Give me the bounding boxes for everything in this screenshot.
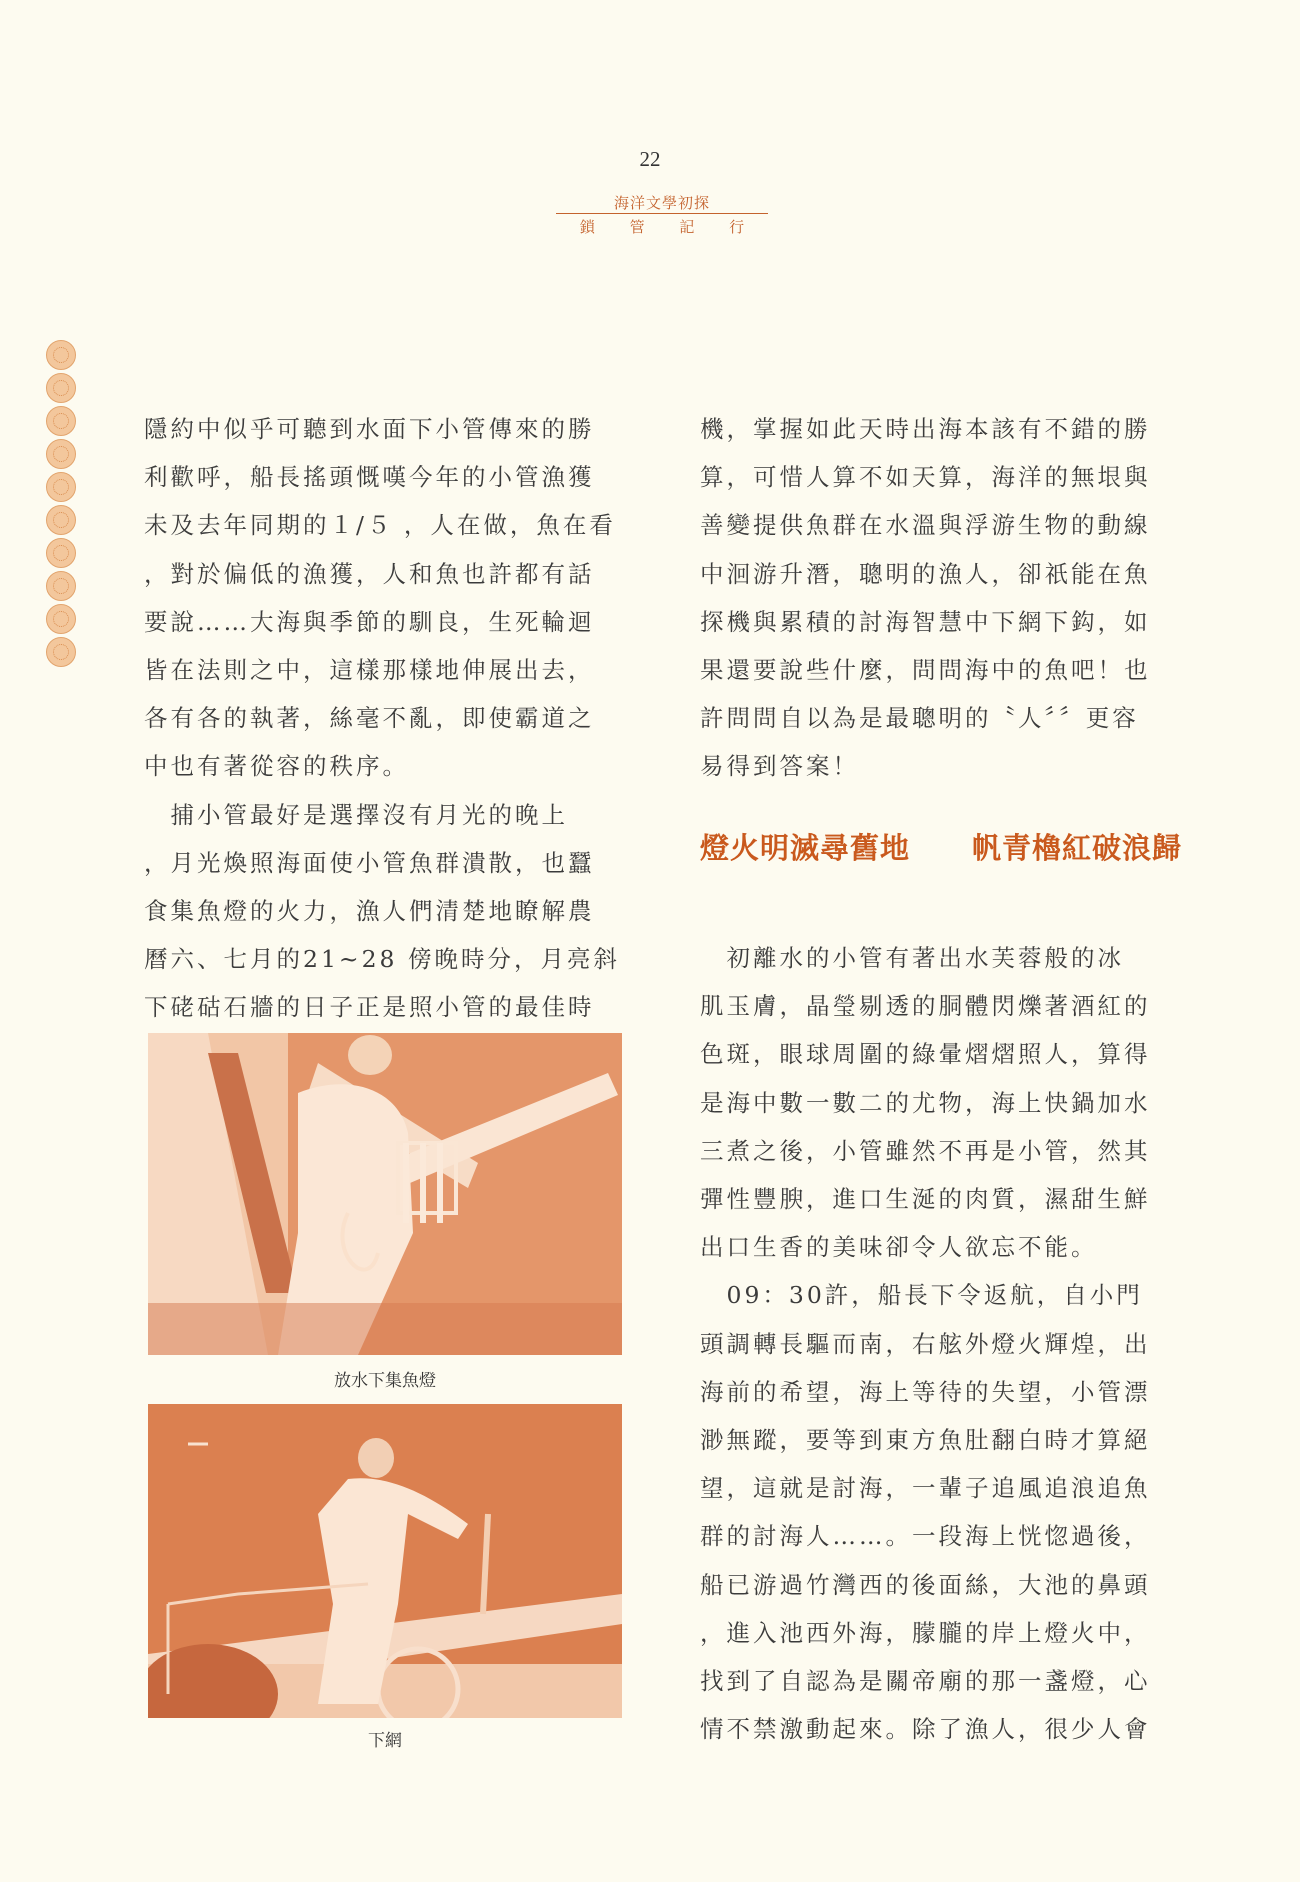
text-line: 各有各的執著，絲毫不亂，即使霸道之 — [144, 704, 595, 733]
text-line: 下硓𥑮石牆的日子正是照小管的最佳時 — [144, 993, 595, 1022]
section-heading-part2: 帆青櫓紅破浪歸 — [972, 831, 1183, 865]
ornament-disc — [46, 637, 76, 667]
text-line: 情不禁激動起來。除了漁人，很少人會 — [700, 1715, 1151, 1744]
text-line: 頭調轉長驅而南，右舷外燈火輝煌，出 — [700, 1329, 1151, 1358]
ornament-disc — [46, 571, 76, 601]
text-line: 曆六、七月的21~28 傍晚時分，月亮斜 — [144, 945, 620, 974]
text-line: 肌玉膚，晶瑩剔透的胴體閃爍著酒紅的 — [700, 992, 1151, 1021]
text-line: 彈性豐腴，進口生涎的肉質，濕甜生鮮 — [700, 1185, 1151, 1214]
text-line: 要說……大海與季節的馴良，生死輪迴 — [144, 607, 595, 636]
text-line: 三煮之後，小管雖然不再是小管，然其 — [700, 1136, 1151, 1165]
text-line: 許問問自以為是最聰明的〝人〞〞更容 — [700, 704, 1139, 733]
photo-casting-net — [148, 1404, 622, 1718]
text-line: ，月光煥照海面使小管魚群潰散，也蠶 — [144, 848, 595, 877]
text-line: 找到了自認為是關帝廟的那一盞燈，心 — [700, 1667, 1151, 1696]
text-line: 中也有著從容的秩序。 — [144, 752, 409, 781]
text-line: 是海中數一數二的尤物，海上快鍋加水 — [700, 1088, 1151, 1117]
text-line: 皆在法則之中，這樣那樣地伸展出去， — [144, 656, 595, 685]
ornament-disc — [46, 373, 76, 403]
ornament-disc — [46, 439, 76, 469]
text-line: 渺無蹤，要等到東方魚肚翻白時才算絕 — [700, 1426, 1151, 1455]
left-column — [144, 405, 628, 1032]
text-line: 海前的希望，海上等待的失望，小管漂 — [700, 1377, 1151, 1406]
right-column-top — [700, 405, 1180, 791]
side-ornament — [46, 340, 80, 670]
right-column-bottom — [700, 934, 1180, 1753]
text-line: 未及去年同期的１/５ ，人在做，魚在看 — [144, 511, 616, 540]
ornament-disc — [46, 505, 76, 535]
text-line: 算，可惜人算不如天算，海洋的無垠與 — [700, 463, 1151, 492]
text-line: 探機與累積的討海智慧中下網下鈎，如 — [700, 607, 1151, 636]
text-line: 善變提供魚群在水溫與浮游生物的動線 — [700, 511, 1151, 540]
text-line: 利歡呼，船長搖頭慨嘆今年的小管漁獲 — [144, 463, 595, 492]
ornament-disc — [46, 340, 76, 370]
header-divider — [556, 213, 768, 214]
photo-caption: 放水下集魚燈 — [334, 1371, 436, 1391]
page-number: 22 — [639, 147, 661, 171]
section-heading-part1: 燈火明滅尋舊地 — [700, 831, 911, 865]
text-line: 食集魚燈的火力，漁人們清楚地瞭解農 — [144, 897, 595, 926]
text-line: 捕小管最好是選擇沒有月光的晚上 — [144, 800, 568, 829]
photo-caption: 下網 — [368, 1731, 402, 1751]
photo-fishing-lamp — [148, 1033, 622, 1355]
text-line: 易得到答案！ — [700, 752, 859, 781]
article-title: 鎖 管 記 行 — [579, 218, 760, 236]
text-line: 色斑，眼球周圍的綠暈熠熠照人，算得 — [700, 1040, 1151, 1069]
text-line: 隱約中似乎可聽到水面下小管傳來的勝 — [144, 415, 595, 443]
text-line: 中洄游升潛，聰明的漁人，卻祇能在魚 — [700, 559, 1151, 588]
ornament-disc — [46, 472, 76, 502]
ornament-disc — [46, 538, 76, 568]
series-title: 海洋文學初探 — [613, 194, 710, 212]
text-line: 出口生香的美味卻令人欲忘不能。 — [700, 1233, 1098, 1262]
text-line: 09：30許，船長下令返航，自小門 — [700, 1281, 1143, 1310]
text-line: ，進入池西外海，朦朧的岸上燈火中， — [700, 1618, 1151, 1647]
text-line: 機，掌握如此天時出海本該有不錯的勝 — [700, 415, 1151, 443]
text-line: 果還要說些什麼，問問海中的魚吧！也 — [700, 656, 1151, 685]
ornament-disc — [46, 604, 76, 634]
text-line: 船已游過竹灣西的後面絲，大池的鼻頭 — [700, 1570, 1151, 1599]
text-line: 初離水的小管有著出水芙蓉般的冰 — [700, 944, 1124, 972]
text-line: 望，這就是討海，一輩子追風追浪追魚 — [700, 1474, 1151, 1503]
text-line: 群的討海人……。一段海上恍惚過後， — [700, 1522, 1151, 1551]
text-line: ，對於偏低的漁獲，人和魚也許都有話 — [144, 559, 595, 588]
ornament-disc — [46, 406, 76, 436]
section-heading — [700, 826, 1183, 867]
